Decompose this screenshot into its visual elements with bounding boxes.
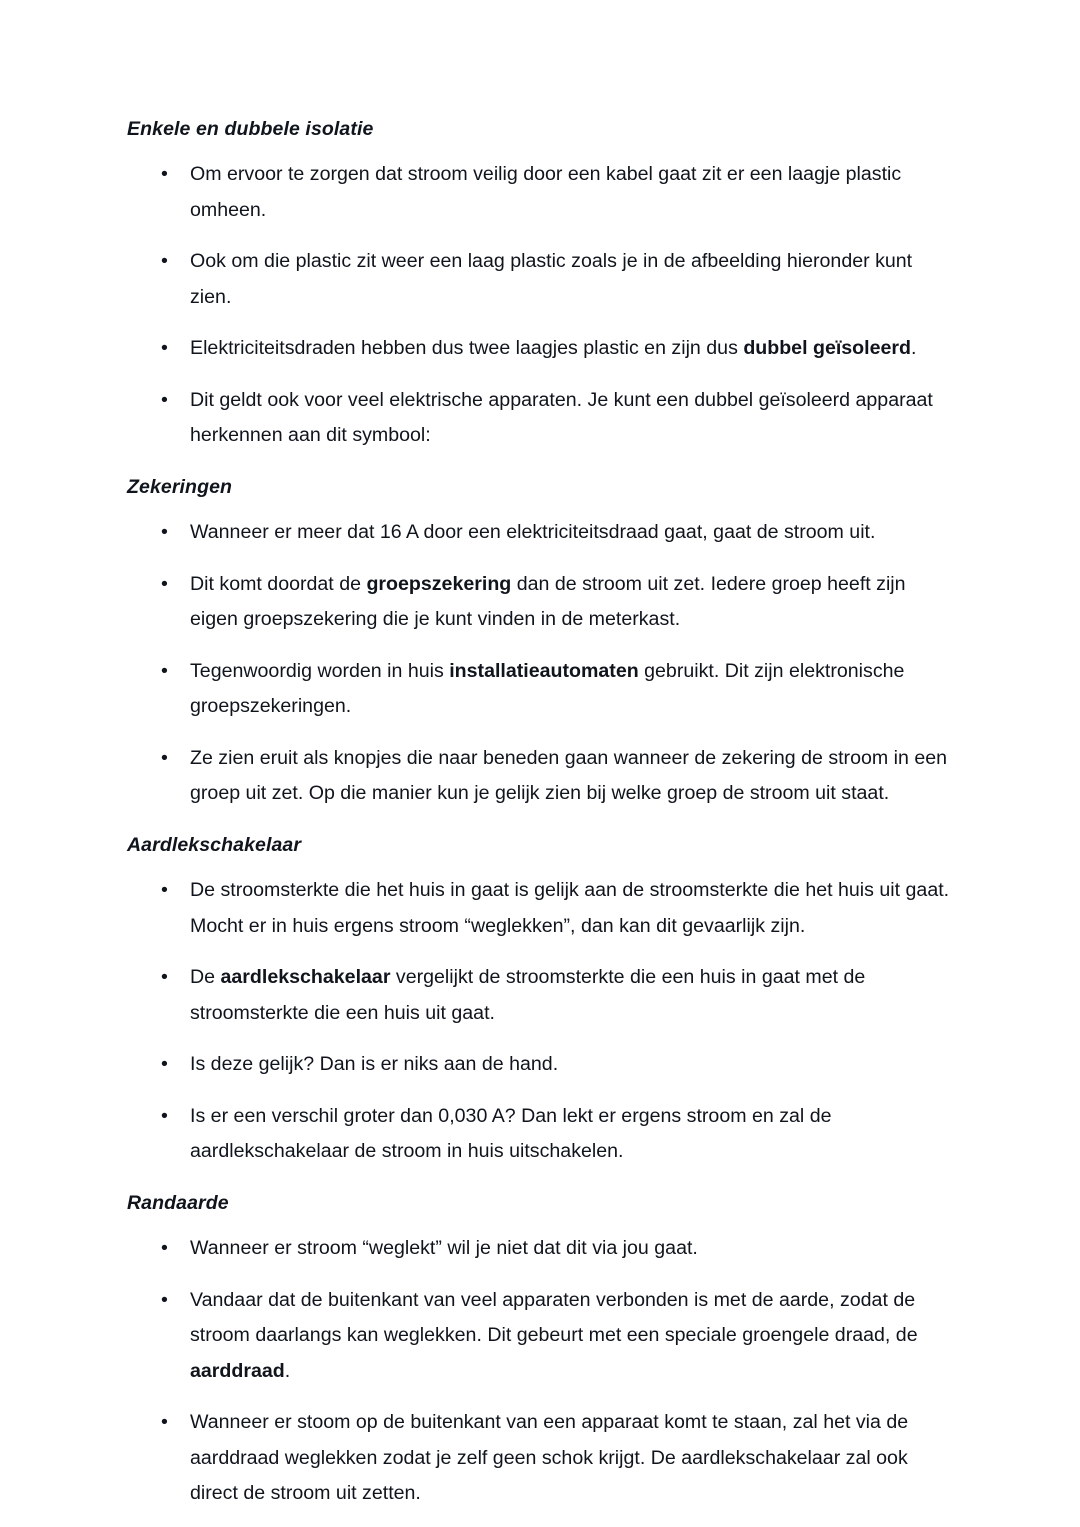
list-item-text: Ook om die plastic zit weer een laag plastic zoals je in de afbeelding hieronder kunt zien. [190,250,913,308]
list-item [127,1283,952,1390]
list-item-text: Dit geldt ook voor veel elektrische apparaten. Je kunt een dubbel geïsoleerd apparaat herkennen aan dit symbool: [190,388,933,447]
bullet-list [127,1231,952,1512]
list-item-text: dan de stroom uit zet. Iedere groep heeft zijn eigen groepszekering die je kunt vinden in de meterkast. [190,572,906,631]
emphasis-term: aarddraad [190,1359,285,1382]
list-item [127,1405,952,1512]
bullet-list [127,873,952,1170]
bullet-list [127,157,952,454]
list-item [127,1231,952,1267]
list-item [127,331,952,367]
document-section [127,834,952,1170]
list-item [127,157,952,228]
section-heading: Randaarde [127,1191,229,1214]
list-item [127,1099,952,1170]
list-item [127,960,952,1031]
list-item-text: Vandaar dat de buitenkant van veel apparaten verbonden is met de aarde, zodat de stroom daarlangs kan weglekken. Dit gebeurt met een speciale groengele draad, de [190,1288,918,1347]
list-item [127,873,952,944]
list-item-text: Dit komt doordat de [190,572,367,595]
emphasis-term: groepszekering [366,572,512,595]
list-item [127,1047,952,1083]
list-item-text: Wanneer er stoom op de buitenkant van een apparaat komt te staan, zal het via de aarddraad weglekken zodat je zelf geen schok krijgt. De aardlekschakelaar zal ook direct de stroom uit zetten. [190,1411,909,1505]
list-item [127,244,952,315]
document-body [127,118,952,1512]
list-item-text: Is er een verschil groter dan 0,030 A? Dan lekt er ergens stroom en zal de aardlekschakelaar de stroom in huis uitschakelen. [190,1104,832,1163]
section-heading: Zekeringen [127,475,233,498]
list-item [127,383,952,454]
list-item-text: Is deze gelijk? Dan is er niks aan de hand. [190,1053,559,1076]
list-item-text: Om ervoor te zorgen dat stroom veilig door een kabel gaat zit er een laagje plastic omheen. [190,163,902,221]
list-item-text: gebruikt. Dit zijn elektronische groepszekeringen. [190,659,905,718]
list-item-text: Ze zien eruit als knopjes die naar beneden gaan wanneer de zekering de stroom in een groep uit zet. Op die manier kun je gelijk zien bij welke groep de stroom uit staat. [190,746,948,805]
list-item-text: Wanneer er stroom “weglekt” wil je niet dat dit via jou gaat. [190,1237,698,1260]
emphasis-term: installatieautomaten [449,659,639,682]
list-item [127,741,952,812]
list-item-text: . [910,337,917,360]
list-item-text: . [284,1359,291,1382]
list-item-text: Wanneer er meer dat 16 A door een elektriciteitsdraad gaat, gaat de stroom uit. [190,521,876,544]
list-item-text: Tegenwoordig worden in huis [190,659,450,682]
list-item-text: Elektriciteitsdraden hebben dus twee laagjes plastic en zijn dus [190,337,744,360]
emphasis-term: dubbel geïsoleerd [743,337,911,360]
list-item-text: De stroomsterkte die het huis in gaat is gelijk aan de stroomsterkte die het huis uit gaat. Mocht er in huis ergens stroom “weglekken”, dan kan dit gevaarlijk zijn. [190,879,950,937]
list-item [127,654,952,725]
list-item [127,567,952,638]
list-item-text: De [190,966,221,989]
document-section [127,476,952,812]
section-heading: Enkele en dubbele isolatie [127,118,374,140]
emphasis-term: aardlekschakelaar [220,966,391,989]
document-section [127,118,952,454]
bullet-list [127,515,952,812]
list-item-text: vergelijkt de stroomsterkte die een huis in gaat met de stroomsterkte die een huis uit gaat. [190,966,866,1024]
section-heading: Aardlekschakelaar [127,833,302,856]
list-item [127,515,952,551]
document-section [127,1192,952,1512]
